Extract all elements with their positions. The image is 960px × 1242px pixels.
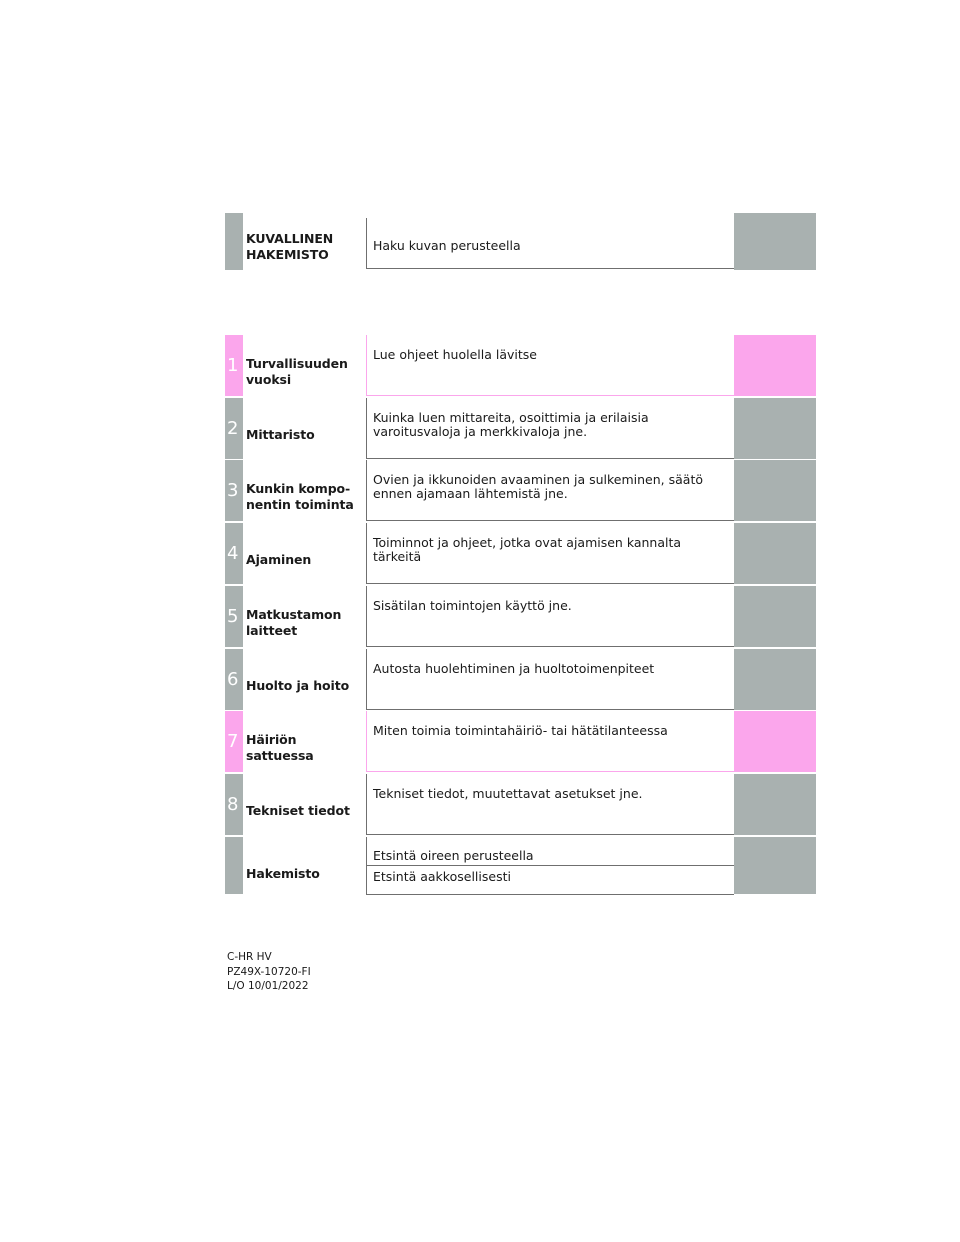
footer-model: C-HR HV (227, 951, 272, 963)
chapter-number-tab (225, 460, 243, 521)
chapter-description-box (366, 649, 734, 710)
chapter-description: Toiminnot ja ohjeet, jotka ovat ajamisen kannalta tärkeitä (373, 535, 682, 564)
search-alphabetical-link[interactable]: Etsintä aakkosellisesti (373, 869, 511, 884)
chapter-number-tab (225, 586, 243, 647)
chapter-row-7[interactable] (225, 711, 816, 772)
chapter-number: 8 (227, 794, 239, 815)
chapter-description-box (366, 335, 734, 396)
chapter-number-tab (225, 711, 243, 772)
footer-date: L/O 10/01/2022 (227, 980, 309, 992)
chapter-description: Tekniset tiedot, muutettavat asetukset jne. (373, 786, 643, 801)
index-row[interactable] (225, 837, 816, 894)
chapter-description-box (366, 460, 734, 521)
chapter-title: Tekniset tiedot (246, 803, 350, 818)
chapter-description-box (366, 711, 734, 772)
chapter-number-tab (225, 335, 243, 396)
chapter-description-box (366, 586, 734, 647)
chapter-tab-right[interactable] (734, 460, 816, 521)
chapter-title: Turvallisuuden vuoksi (246, 356, 348, 387)
chapter-tab-right[interactable] (734, 398, 816, 459)
index-tab-right[interactable] (734, 837, 816, 894)
chapter-row-4[interactable] (225, 523, 816, 584)
chapter-number-tab (225, 398, 243, 459)
chapter-title: Huolto ja hoito (246, 678, 350, 693)
chapter-number-tab (225, 774, 243, 835)
chapter-tab-right[interactable] (734, 774, 816, 835)
chapter-number-tab (225, 649, 243, 710)
chapter-number: 4 (227, 543, 239, 564)
chapter-tab-right[interactable] (734, 711, 816, 772)
chapter-description: Ovien ja ikkunoiden avaaminen ja sulkeminen, säätö ennen ajamaan lähtemistä jne. (373, 472, 703, 501)
chapter-number: 3 (227, 480, 239, 501)
chapter-title: Kunkin kompo- nentin toiminta (246, 481, 354, 512)
chapter-number: 6 (227, 669, 239, 690)
index-title: Hakemisto (246, 866, 320, 881)
chapter-row-1[interactable] (225, 335, 816, 396)
chapter-tab-right[interactable] (734, 649, 816, 710)
chapter-tab-right[interactable] (734, 586, 816, 647)
index-divider (367, 865, 734, 866)
pictorial-index-description: Haku kuvan perusteella (373, 238, 521, 253)
chapter-description: Kuinka luen mittareita, osoittimia ja erilaisia varoitusvaloja ja merkkivaloja jne. (373, 410, 649, 439)
index-tab-right[interactable] (734, 213, 816, 270)
pictorial-index-title: KUVALLINEN HAKEMISTO (246, 231, 334, 262)
chapter-number: 1 (227, 355, 239, 376)
chapter-number-tab (225, 523, 243, 584)
index-tab-left (225, 837, 243, 894)
chapter-number: 7 (227, 731, 239, 752)
chapter-row-5[interactable] (225, 586, 816, 647)
chapter-description: Miten toimia toimintahäiriö- tai hätätilanteessa (373, 723, 668, 738)
chapter-description: Lue ohjeet huolella lävitse (373, 347, 537, 362)
chapter-tab-right[interactable] (734, 335, 816, 396)
chapter-tab-right[interactable] (734, 523, 816, 584)
chapter-description: Sisätilan toimintojen käyttö jne. (373, 598, 572, 613)
footer (227, 950, 311, 994)
pictorial-index-row[interactable] (225, 213, 816, 270)
chapter-number: 2 (227, 418, 239, 439)
chapter-description-box (366, 523, 734, 584)
chapter-title: Häiriön sattuessa (246, 732, 314, 763)
chapter-description-box (366, 398, 734, 459)
index-description-box (366, 837, 734, 895)
chapter-row-2[interactable] (225, 398, 816, 459)
chapter-description: Autosta huolehtiminen ja huoltotoimenpiteet (373, 661, 655, 676)
search-by-symptom-link[interactable]: Etsintä oireen perusteella (373, 848, 534, 863)
chapter-title: Mittaristo (246, 427, 315, 442)
chapter-row-6[interactable] (225, 649, 816, 710)
chapter-description-box (366, 774, 734, 835)
chapter-title: Ajaminen (246, 552, 312, 567)
chapter-number: 5 (227, 606, 239, 627)
chapter-title: Matkustamon laitteet (246, 607, 342, 638)
footer-code: PZ49X-10720-FI (227, 965, 311, 978)
chapter-row-3[interactable] (225, 460, 816, 521)
index-tab-left (225, 213, 243, 270)
pictorial-index-description-box (366, 218, 734, 269)
chapter-row-8[interactable] (225, 774, 816, 835)
